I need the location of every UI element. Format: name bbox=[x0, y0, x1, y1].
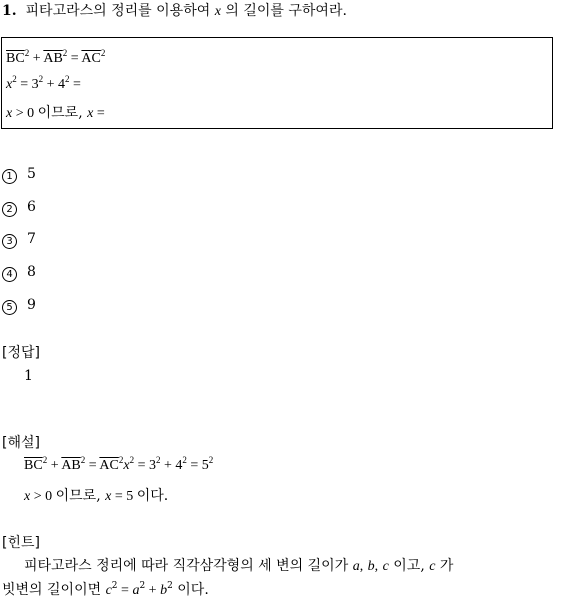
choice-marker-5: 5 bbox=[2, 300, 17, 315]
exponent: 2 bbox=[38, 74, 44, 84]
explanation-line-1 bbox=[24, 455, 214, 474]
choice-value: 8 bbox=[27, 264, 36, 280]
answer-label: [정답] bbox=[2, 345, 40, 361]
segment-bc: $\overline{BC}$ bbox=[24, 458, 43, 473]
comma: , bbox=[374, 559, 379, 574]
choice-1[interactable] bbox=[2, 166, 36, 184]
equals-tail: = bbox=[69, 77, 81, 92]
hint-text: 가 bbox=[439, 558, 454, 574]
inequality: > 0 bbox=[12, 106, 38, 121]
hint-text: 빗변의 길이이면 bbox=[2, 582, 102, 598]
sentence-end: 이다. bbox=[136, 488, 169, 504]
plus-term: + 4 bbox=[160, 458, 183, 473]
exponent: 2 bbox=[118, 455, 124, 465]
variable-x: x bbox=[87, 106, 94, 121]
condition-text: 이므로, bbox=[55, 488, 101, 504]
plus-sign: + bbox=[32, 51, 41, 66]
exponent: 2 bbox=[42, 455, 48, 465]
rhs-term: = 3 bbox=[134, 458, 156, 473]
exponent: 2 bbox=[100, 48, 106, 58]
exponent: 2 bbox=[139, 581, 146, 591]
var-a: a bbox=[132, 583, 140, 598]
hint-text: 피타고라스 정리에 따라 직각삼각형의 세 변의 길이가 bbox=[24, 558, 349, 574]
exponent: 2 bbox=[65, 74, 70, 84]
rhs-term: = 3 bbox=[20, 77, 39, 92]
comma: , bbox=[359, 559, 364, 574]
var-a: a bbox=[352, 559, 360, 574]
plus-sign: + bbox=[47, 458, 62, 473]
plus-sign: + bbox=[145, 583, 161, 598]
equals-blank: = bbox=[93, 106, 105, 121]
exponent: 2 bbox=[62, 48, 68, 58]
segment-ab: $\overline{AB}$ bbox=[61, 458, 81, 473]
choice-marker-4: 4 bbox=[2, 267, 17, 282]
segment-ac: $\overline{AC}$ bbox=[81, 51, 101, 66]
inequality: > 0 bbox=[30, 489, 56, 504]
variable-x: x bbox=[6, 106, 13, 121]
condition-text: 이므로, bbox=[37, 105, 83, 121]
variable-x: x bbox=[24, 489, 31, 504]
hint-label: [힌트] bbox=[2, 535, 40, 551]
hint-text: 이고, bbox=[393, 558, 425, 574]
choice-marker-1: 1 bbox=[2, 169, 17, 184]
hint-line-1 bbox=[24, 553, 453, 580]
var-c: c bbox=[429, 559, 436, 574]
question-line bbox=[2, 0, 347, 20]
exponent: 2 bbox=[167, 581, 173, 591]
question-variable: x bbox=[214, 4, 221, 19]
var-c: c bbox=[382, 559, 389, 574]
exponent: 2 bbox=[80, 455, 86, 465]
hint-text: 이다. bbox=[177, 582, 209, 598]
exponent: 2 bbox=[208, 455, 214, 465]
variable-x: x bbox=[123, 458, 130, 473]
choice-5[interactable] bbox=[2, 297, 36, 315]
equals-result: = 5 bbox=[111, 489, 137, 504]
choice-2[interactable] bbox=[2, 199, 36, 217]
choice-marker-3: 3 bbox=[2, 234, 17, 249]
plus-term: + 4 bbox=[43, 77, 66, 92]
exponent: 2 bbox=[182, 455, 187, 465]
equals-sign: = bbox=[70, 51, 79, 66]
exponent: 2 bbox=[111, 581, 118, 591]
var-c: c bbox=[105, 583, 112, 598]
result-term: = 5 bbox=[186, 458, 209, 473]
variable-x: x bbox=[6, 77, 13, 92]
var-b: b bbox=[160, 583, 168, 598]
box-line-2 bbox=[6, 74, 81, 93]
exponent: 2 bbox=[129, 455, 135, 465]
segment-bc: $\overline{BC}$ bbox=[6, 51, 25, 66]
segment-ab: $\overline{AB}$ bbox=[43, 51, 63, 66]
choice-marker-2: 2 bbox=[2, 202, 17, 217]
explanation-label: [해설] bbox=[2, 435, 40, 451]
exponent: 2 bbox=[155, 455, 161, 465]
question-text: 피타고라스의 정리를 이용하여 bbox=[25, 3, 211, 19]
equals-sign: = bbox=[85, 458, 100, 473]
box-line-3 bbox=[6, 102, 105, 122]
choice-3[interactable] bbox=[2, 231, 36, 249]
explanation-line-2 bbox=[24, 485, 168, 505]
choice-value: 5 bbox=[27, 166, 36, 182]
exponent: 2 bbox=[24, 48, 30, 58]
var-b: b bbox=[367, 559, 375, 574]
answer-value: 1 bbox=[24, 368, 33, 384]
question-text-end: 의 길이를 구하여라. bbox=[225, 3, 347, 19]
equals-sign: = bbox=[117, 583, 133, 598]
question-number: 1. bbox=[2, 3, 17, 19]
choice-value: 6 bbox=[27, 199, 36, 215]
exponent: 2 bbox=[12, 74, 17, 84]
box-line-1 bbox=[6, 48, 106, 67]
choice-4[interactable] bbox=[2, 264, 36, 282]
segment-ac: $\overline{AC}$ bbox=[99, 458, 119, 473]
variable-x: x bbox=[105, 489, 112, 504]
choice-value: 7 bbox=[27, 231, 36, 247]
choice-value: 9 bbox=[27, 297, 36, 313]
